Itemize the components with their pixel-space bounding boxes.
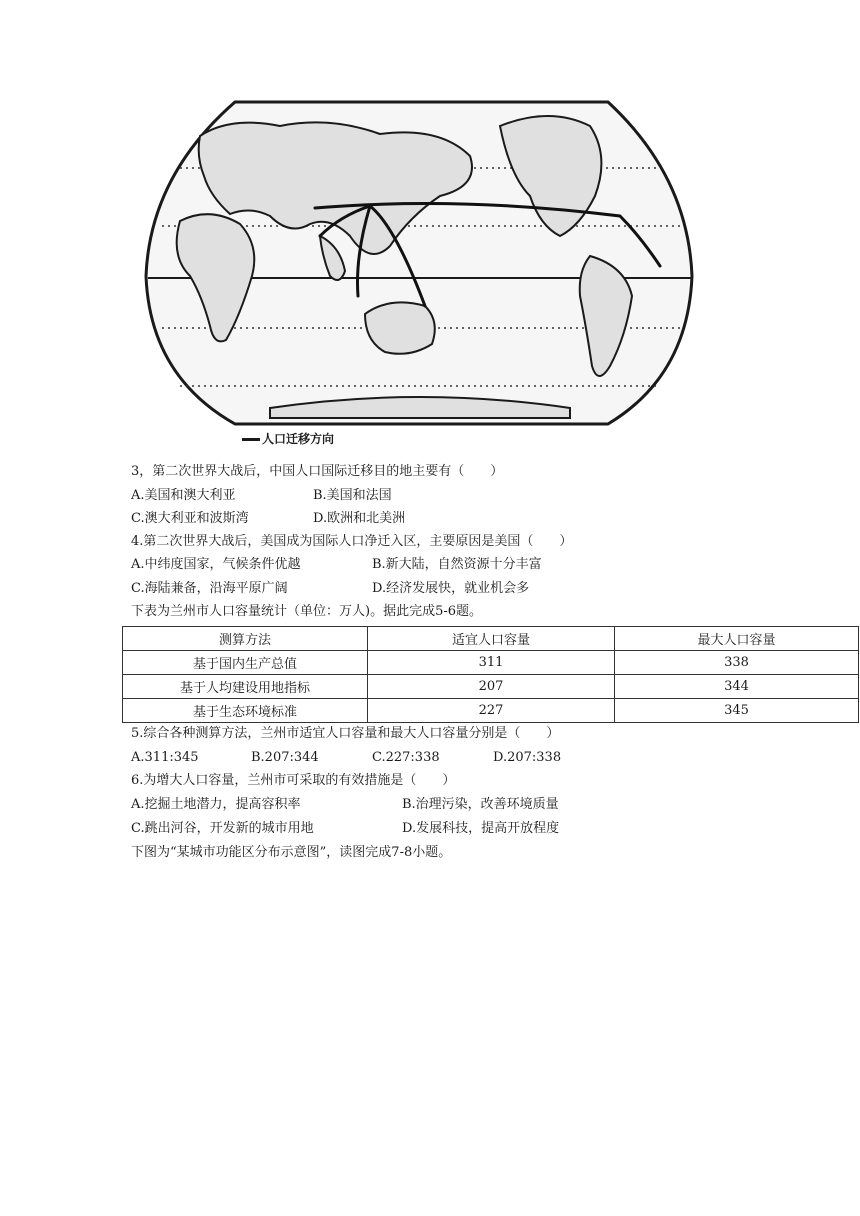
header-suitable-capacity: 适宜人口容量 — [368, 627, 615, 651]
question-4-option-c[interactable]: C.海陆兼备，沿海平原广阔 — [131, 581, 288, 596]
question-6-option-a[interactable]: A.挖掘土地潜力，提高容积率 — [131, 797, 301, 812]
question-5-option-a[interactable]: A.311:345 — [131, 750, 199, 765]
question-3-stem: 3，第二次世界大战后，中国人口国际迁移目的地主要有（ ） — [131, 464, 504, 479]
table-header-row — [123, 627, 859, 651]
question-5-stem: 5.综合各种测算方法，兰州市适宜人口容量和最大人口容量分别是（ ） — [131, 726, 560, 741]
header-max-capacity: 最大人口容量 — [615, 627, 859, 651]
question-4-option-d[interactable]: D.经济发展快，就业机会多 — [372, 581, 530, 596]
question-4-option-b[interactable]: B.新大陆，自然资源十分丰富 — [372, 557, 542, 572]
question-5-option-c[interactable]: C.227:338 — [372, 750, 440, 765]
question-3-option-c[interactable]: C.澳大利亚和波斯湾 — [131, 511, 249, 526]
table-cell: 207 — [368, 675, 615, 699]
question-6-option-b[interactable]: B.治理污染，改善环境质量 — [402, 797, 559, 812]
question-3-option-d[interactable]: D.欧洲和北美洲 — [313, 511, 406, 526]
table-cell: 基于国内生产总值 — [123, 651, 368, 675]
question-3-option-a[interactable]: A.美国和澳大利亚 — [131, 488, 236, 503]
table-cell: 基于生态环境标准 — [123, 699, 368, 723]
legend-line-swatch — [242, 438, 260, 441]
question-6-stem: 6.为增大人口容量，兰州市可采取的有效措施是（ ） — [131, 773, 456, 788]
table-cell: 338 — [615, 651, 859, 675]
question-3-option-b[interactable]: B.美国和法国 — [313, 488, 392, 503]
question-6-option-c[interactable]: C.跳出河谷，开发新的城市用地 — [131, 821, 314, 836]
table-cell: 基于人均建设用地指标 — [123, 675, 368, 699]
question-5-option-d[interactable]: D.207:338 — [493, 750, 562, 765]
intro-questions-5-6: 下表为兰州市人口容量统计（单位：万人)。据此完成5-6题。 — [131, 604, 483, 619]
table-cell: 311 — [368, 651, 615, 675]
table-cell: 227 — [368, 699, 615, 723]
header-method: 测算方法 — [123, 627, 368, 651]
question-4-option-a[interactable]: A.中纬度国家，气候条件优越 — [131, 557, 301, 572]
question-5-option-b[interactable]: B.207:344 — [251, 750, 319, 765]
table-row — [123, 699, 859, 723]
question-4-stem: 4.第二次世界大战后，美国成为国际人口净迁入区，主要原因是美国（ ） — [131, 534, 573, 549]
table-cell: 345 — [615, 699, 859, 723]
map-legend-label: 人口迁移方向 — [262, 432, 335, 446]
table-row — [123, 651, 859, 675]
question-6-option-d[interactable]: D.发展科技，提高开放程度 — [402, 821, 560, 836]
population-capacity-table — [122, 626, 859, 723]
table-cell: 344 — [615, 675, 859, 699]
world-migration-map — [140, 96, 700, 458]
table-row — [123, 675, 859, 699]
intro-questions-7-8: 下图为“某城市功能区分布示意图”，读图完成7-8小题。 — [131, 845, 452, 860]
